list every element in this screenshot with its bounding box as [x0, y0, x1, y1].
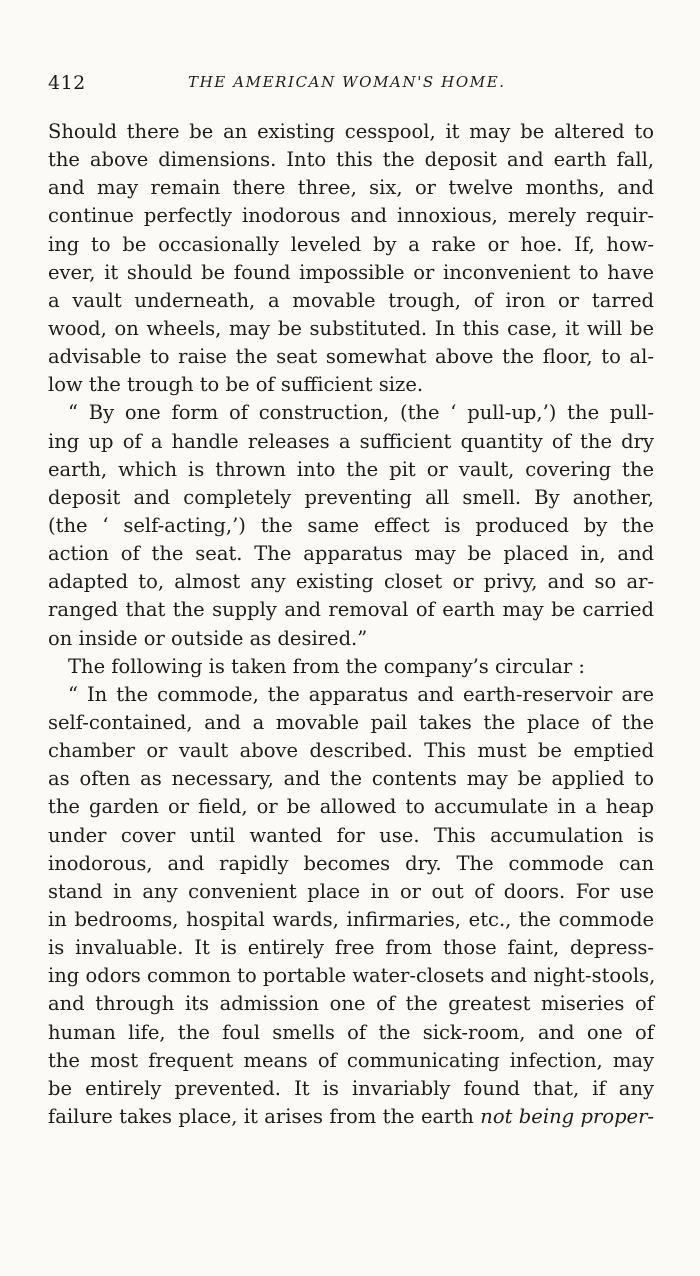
text-line: in bedrooms, hospital wards, infirmaries, etc., the commode [48, 907, 654, 931]
text-line: the most frequent means of communicating infection, may [48, 1048, 654, 1072]
paragraph-end-line: low the trough to be of sufficient size. [48, 373, 424, 397]
page-number: 412 [48, 72, 86, 94]
final-line-italic: not being proper- [480, 1104, 655, 1128]
text-line: deposit and completely preventing all smell. By another, [48, 485, 654, 509]
body-text [48, 118, 654, 1131]
paragraph-line: The following is taken from the company’s circular : [68, 654, 585, 678]
text-line: wood, on wheels, may be substituted. In this case, it will be [48, 316, 654, 340]
text-line: action of the seat. The apparatus may be placed in, and [48, 542, 654, 566]
text-line: under cover until wanted for use. This accumulation is [48, 823, 654, 847]
text-line: ing to be occasionally leveled by a rake or hoe. If, how- [48, 232, 654, 256]
text-line: adapted to, almost any existing closet or privy, and so ar- [48, 570, 654, 594]
text-line: ranged that the supply and removal of earth may be carried [48, 598, 654, 622]
text-line: stand in any convenient place in or out of doors. For use [48, 879, 654, 903]
text-line: ing up of a handle releases a sufficient quantity of the dry [48, 429, 654, 453]
text-line: the garden or field, or be allowed to accumulate in a heap [48, 795, 654, 819]
text-line: a vault underneath, a movable trough, of iron or tarred [48, 288, 654, 312]
text-line: inodorous, and rapidly becomes dry. The commode can [48, 851, 654, 875]
text-line: chamber or vault above described. This must be emptied [48, 739, 654, 763]
running-title: THE AMERICAN WOMAN'S HOME. [188, 73, 506, 91]
text-line: be entirely prevented. It is invariably found that, if any [48, 1076, 654, 1100]
text-line: as often as necessary, and the contents may be applied to [48, 767, 654, 791]
text-line: human life, the foul smells of the sick-room, and one of [48, 1020, 654, 1044]
text-line: ing odors common to portable water-closets and night-stools, [48, 964, 656, 988]
text-line: the above dimensions. Into this the deposit and earth fall, [48, 148, 654, 172]
paragraph-end-line: on inside or outside as desired.” [48, 626, 368, 650]
text-line: ever, it should be found impossible or inconvenient to have [48, 260, 654, 284]
running-head [0, 72, 700, 102]
paragraph-start-line: “ In the commode, the apparatus and earth-reservoir are [68, 682, 654, 706]
text-line: and may remain there three, six, or twelve months, and [48, 176, 654, 200]
text-line: self-contained, and a movable pail takes the place of the [48, 710, 654, 734]
text-line: advisable to raise the seat somewhat above the floor, to al- [48, 345, 654, 369]
text-line: Should there be an existing cesspool, it may be altered to [48, 120, 654, 143]
text-line: earth, which is thrown into the pit or vault, covering the [48, 457, 654, 481]
final-line-text: failure takes place, it arises from the earth [48, 1104, 474, 1128]
text-line: and through its admission one of the greatest miseries of [48, 992, 654, 1016]
final-text-line [48, 1103, 654, 1131]
text-line: is invaluable. It is entirely free from those faint, depress- [48, 936, 654, 960]
text-line: continue perfectly inodorous and innoxious, merely requir- [48, 204, 654, 228]
text-line: (the ‘ self-acting,’) the same effect is produced by the [48, 513, 654, 537]
paragraph-start-line: “ By one form of construction, (the ‘ pull-up,’) the pull- [68, 401, 654, 425]
